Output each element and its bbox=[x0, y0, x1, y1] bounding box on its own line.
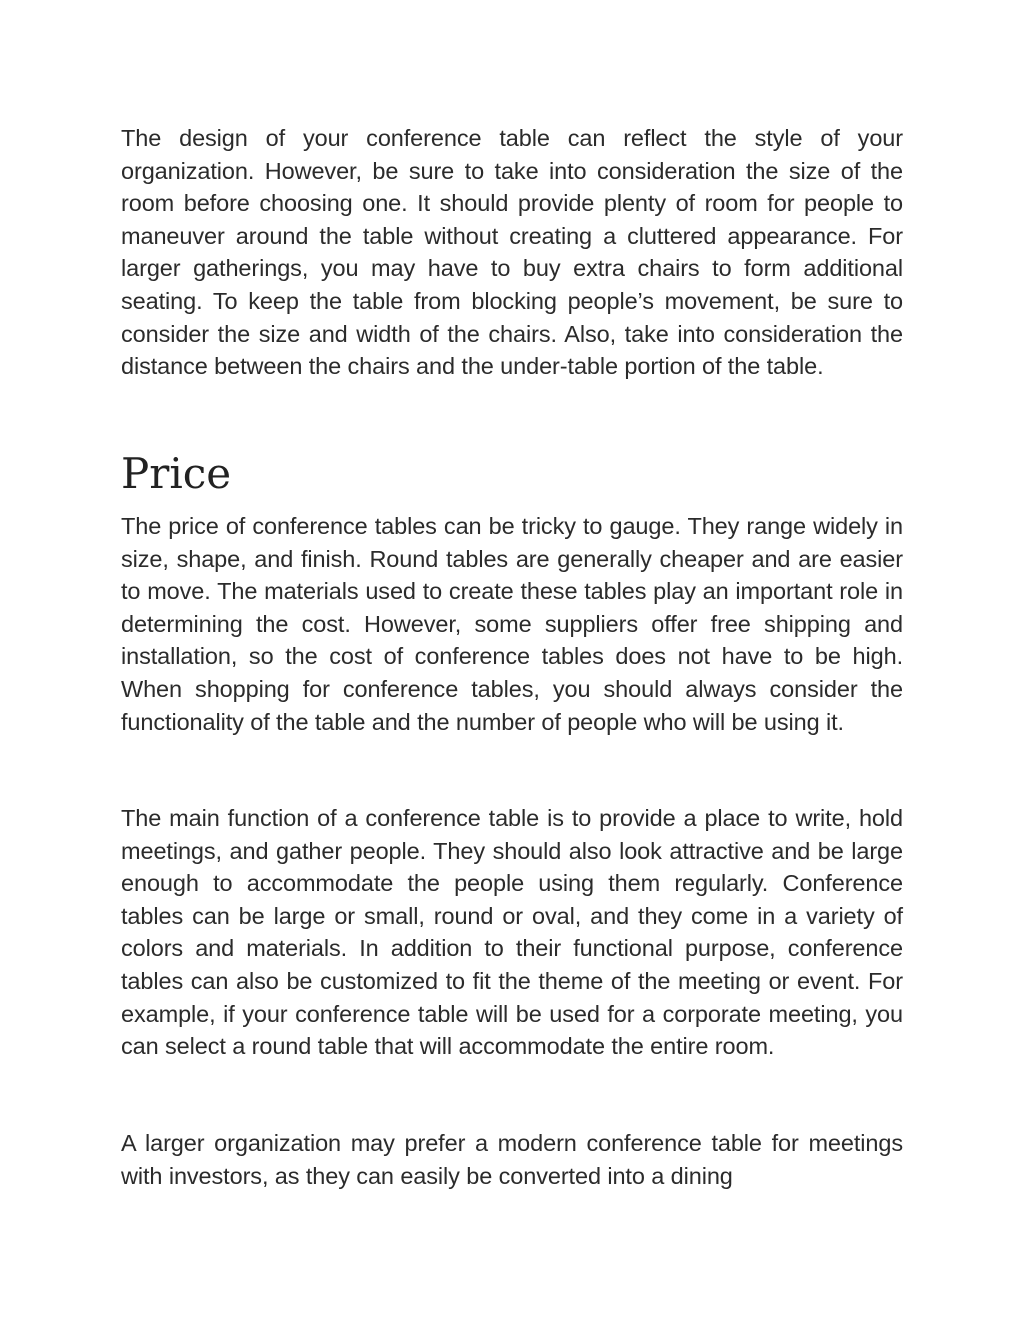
body-paragraph-function: The main function of a conference table is to provide a place to write, hold meetings, and gather people. They should also look attractive and be large enough to accommodate the people using them regularly. Conference tables can be large or small, round or oval, and they come in a variety of colors and materials. In addition to their functional purpose, conference tables can also be customized to fit the theme of the meeting or event. For example, if your conference table will be used for a corporate meeting, you can select a round table that will accommodate the entire room. bbox=[121, 805, 903, 1060]
body-paragraph-organization: A larger organization may prefer a modern conference table for meetings with investors, as they can easily be converted into a dining bbox=[121, 1130, 903, 1189]
body-paragraph-price: The price of conference tables can be tricky to gauge. They range widely in size, shape, and finish. Round tables are generally cheaper and are easier to move. The materials used to create these tables play an important role in determining the cost. However, some suppliers offer free shipping and installation, so the cost of conference tables does not have to be high. When shopping for conference tables, you should always consider the functionality of the table and the number of people who will be using it. bbox=[121, 513, 903, 735]
body-paragraph-design: The design of your conference table can reflect the style of your organization. However, be sure to take into consideration the size of the room before choosing one. It should provide plenty of room for people to maneuver around the table without creating a cluttered appearance. For larger gatherings, you may have to buy extra chairs to form additional seating. To keep the table from blocking people’s movement, be sure to consider the size and width of the chairs. Also, take into consideration the distance between the chairs and the under-table portion of the table. bbox=[121, 125, 903, 380]
section-heading-price: Price bbox=[121, 449, 232, 498]
